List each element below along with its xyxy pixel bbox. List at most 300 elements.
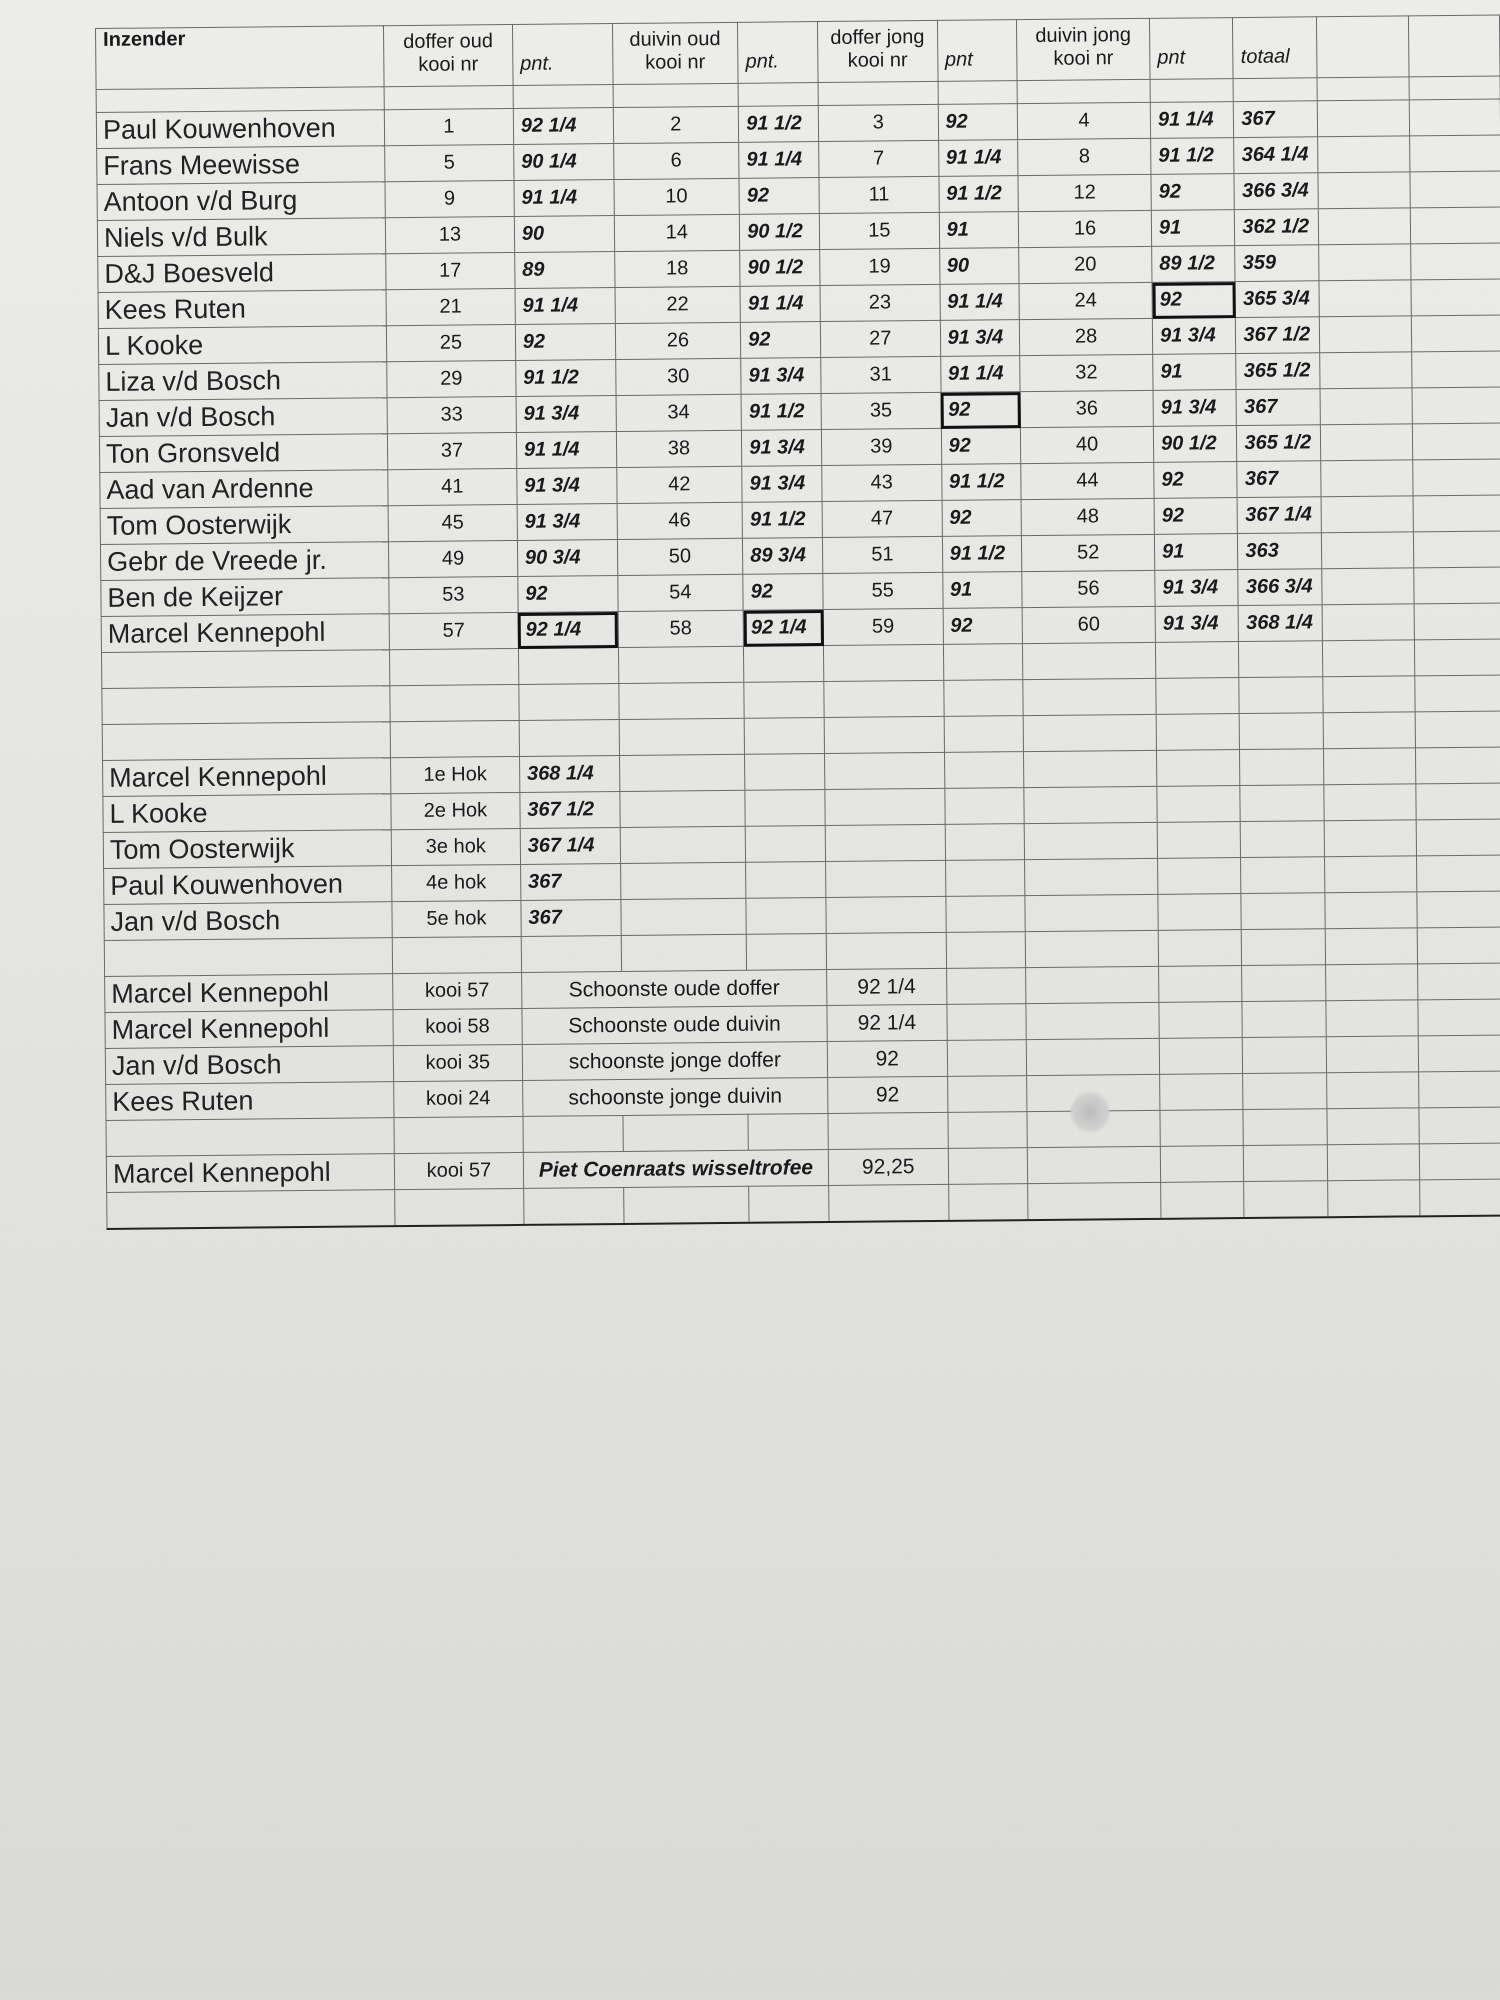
empty-cell — [1327, 1072, 1419, 1109]
empty-cell — [1417, 927, 1500, 964]
empty-cell — [1242, 929, 1326, 966]
empty-cell — [1414, 639, 1500, 676]
kooi-number: 4 — [1017, 102, 1150, 139]
kooi-number: 1 — [384, 108, 513, 145]
kooi-number: 16 — [1018, 210, 1151, 247]
empty-cell — [620, 898, 746, 935]
empty-cell — [1418, 1035, 1500, 1072]
empty-cell — [826, 932, 946, 969]
empty-cell — [1023, 678, 1156, 715]
empty-cell — [944, 788, 1024, 825]
empty-cell — [523, 1187, 623, 1224]
empty-cell — [392, 936, 521, 973]
empty-cell — [1023, 642, 1156, 679]
points: 92 — [741, 322, 821, 359]
empty-cell — [745, 826, 825, 863]
kooi-number: 53 — [389, 576, 518, 613]
kooi-number: 21 — [386, 288, 515, 325]
inzender-name: Gebr de Vreede jr. — [100, 542, 388, 581]
points: 92 — [1154, 462, 1238, 499]
empty-cell — [1419, 1143, 1500, 1180]
points: 91 1/2 — [942, 536, 1022, 573]
points: 92 1/4 — [513, 108, 613, 145]
points: 91 — [939, 212, 1019, 249]
empty-cell — [1028, 1182, 1161, 1220]
points: 90 1/2 — [740, 214, 820, 251]
empty-cell — [106, 1118, 394, 1157]
inzender-name: Liza v/d Bosch — [99, 362, 387, 401]
kooi-number: 8 — [1018, 138, 1151, 175]
kooi-number: 45 — [388, 504, 517, 541]
empty-cell — [1322, 568, 1414, 605]
points: 91 3/4 — [1153, 390, 1237, 427]
empty-cell — [1320, 316, 1412, 353]
kooi-number: 26 — [615, 322, 741, 359]
kooi-number: 48 — [1021, 498, 1154, 535]
kooi-number: 57 — [389, 612, 518, 649]
kooi-number: 35 — [821, 392, 941, 429]
empty-cell — [101, 650, 389, 689]
empty-cell — [946, 968, 1026, 1005]
empty-cell — [1318, 172, 1410, 209]
inzender-name: Antoon v/d Burg — [97, 182, 385, 221]
empty-cell — [944, 752, 1024, 789]
kooi-number: 14 — [614, 214, 740, 251]
empty-cell — [828, 1112, 948, 1149]
empty-cell — [1242, 1001, 1326, 1038]
empty-cell — [947, 1076, 1027, 1113]
empty-cell — [1412, 423, 1500, 460]
ranking-score: 367 — [521, 899, 621, 936]
empty-cell — [1025, 858, 1158, 895]
points: 92 — [739, 178, 819, 215]
empty-cell — [1158, 894, 1242, 931]
points: 92 — [942, 500, 1022, 537]
empty-cell — [1327, 1036, 1419, 1073]
kooi-number: 11 — [819, 176, 939, 213]
empty-cell — [1158, 858, 1242, 895]
points: 92 — [943, 608, 1023, 645]
empty-cell — [829, 1184, 949, 1222]
points: 90 3/4 — [517, 540, 617, 577]
empty-cell — [1319, 244, 1411, 281]
pnt-header: pnt. — [513, 52, 613, 85]
points: 90 — [514, 216, 614, 253]
kooi-number: 39 — [821, 428, 941, 465]
points: 92 — [1154, 498, 1238, 535]
empty-cell — [1023, 714, 1156, 751]
points: 91 1/4 — [514, 180, 614, 217]
points: 92 1/4 — [743, 610, 823, 647]
empty-cell — [749, 1186, 829, 1223]
empty-cell — [1416, 855, 1500, 892]
empty-cell — [1409, 135, 1500, 172]
ranking-score: 367 1/2 — [520, 792, 620, 829]
empty-cell — [1324, 748, 1416, 785]
points: 91 3/4 — [517, 504, 617, 541]
inzender-name: Niels v/d Bulk — [97, 218, 385, 257]
ranking-place: 5e hok — [392, 900, 521, 937]
kooi-number: 20 — [1019, 246, 1152, 283]
points: 91 1/2 — [939, 176, 1019, 213]
empty-cell — [1157, 786, 1241, 823]
ranking-score: 368 1/4 — [519, 756, 619, 793]
totaal-header: totaal — [1233, 45, 1317, 78]
empty-cell — [623, 1186, 749, 1224]
empty-cell — [1318, 100, 1410, 137]
total-points: 362 1/2 — [1235, 209, 1319, 246]
empty-cell — [946, 932, 1026, 969]
ranking-place: 4e hok — [392, 864, 521, 901]
kooi-nr-header: kooi nr — [612, 51, 738, 85]
points: 91 3/4 — [741, 358, 821, 395]
empty-cell — [947, 1112, 1027, 1149]
inzender-name: Jan v/d Bosch — [99, 398, 387, 437]
points: 89 1/2 — [1152, 246, 1236, 283]
empty-cell — [1414, 603, 1500, 640]
empty-cell — [523, 1115, 623, 1152]
empty-cell — [746, 898, 826, 935]
kooi-nr-header: kooi nr — [384, 53, 513, 87]
points: 91 1/4 — [516, 432, 616, 469]
empty-cell — [618, 646, 744, 683]
empty-cell — [746, 862, 826, 899]
inzender-name: Paul Kouwenhoven — [96, 110, 384, 149]
empty-cell — [1325, 892, 1417, 929]
points: 91 — [1154, 534, 1238, 571]
empty-cell — [102, 686, 390, 725]
empty-cell — [1318, 136, 1410, 173]
empty-cell — [519, 684, 619, 721]
inzender-name: Aad van Ardenne — [100, 470, 388, 509]
empty-cell — [1414, 675, 1500, 712]
kooi-number: 23 — [820, 284, 940, 321]
award-score: 92 — [827, 1040, 947, 1077]
empty-cell — [943, 644, 1023, 681]
empty-cell — [104, 938, 392, 977]
award-score: 92 — [828, 1076, 948, 1113]
empty-cell — [1413, 531, 1500, 568]
empty-cell — [1319, 280, 1411, 317]
award-kooi: kooi 57 — [393, 972, 522, 1009]
points: 91 1/4 — [940, 284, 1020, 321]
total-points: 365 3/4 — [1235, 281, 1319, 318]
kooi-number: 31 — [821, 356, 941, 393]
points: 91 1/2 — [1151, 138, 1235, 175]
empty-cell — [1416, 891, 1500, 928]
award-title: schoonste jonge doffer — [522, 1042, 828, 1081]
empty-cell — [1326, 964, 1418, 1001]
empty-cell — [1410, 171, 1500, 208]
empty-cell — [1419, 1107, 1500, 1144]
points: 91 1/4 — [515, 288, 615, 325]
points: 91 3/4 — [516, 396, 616, 433]
ranking-place: 3e hok — [391, 828, 520, 865]
points: 91 1/4 — [938, 140, 1018, 177]
kooi-number: 3 — [818, 104, 938, 141]
empty-cell — [1412, 387, 1500, 424]
score-sheet — [95, 15, 1500, 1328]
points: 91 1/4 — [740, 286, 820, 323]
empty-cell — [1158, 930, 1242, 967]
award-name: Marcel Kennepohl — [105, 1010, 393, 1049]
empty-cell — [1323, 712, 1415, 749]
empty-cell — [619, 754, 745, 791]
empty-cell — [1321, 460, 1413, 497]
kooi-number: 2 — [613, 106, 739, 143]
kooi-number: 24 — [1019, 282, 1152, 319]
empty-cell — [1242, 965, 1326, 1002]
group-header-doffer-oud: doffer oud — [383, 24, 512, 54]
empty-cell — [948, 1148, 1028, 1185]
points: 91 3/4 — [1155, 606, 1239, 643]
ranking-name: Paul Kouwenhoven — [104, 866, 392, 905]
empty-cell — [1321, 496, 1413, 533]
empty-cell — [824, 680, 944, 717]
empty-cell — [945, 824, 1025, 861]
points: 91 1/2 — [941, 464, 1021, 501]
inzender-name: L Kooke — [98, 326, 386, 365]
points: 91 1/2 — [738, 106, 818, 143]
trophy-kooi: kooi 57 — [394, 1152, 523, 1189]
empty-cell — [1159, 1038, 1243, 1075]
kooi-number: 15 — [819, 212, 939, 249]
inzender-name: D&J Boesveld — [98, 254, 386, 293]
empty-cell — [1419, 1179, 1500, 1216]
award-score: 92 1/4 — [827, 1004, 947, 1041]
empty-cell — [1024, 786, 1157, 823]
total-points: 368 1/4 — [1239, 605, 1323, 642]
empty-cell — [1322, 604, 1414, 641]
kooi-number: 43 — [822, 464, 942, 501]
ranking-name: Marcel Kennepohl — [103, 758, 391, 797]
empty-cell — [1413, 495, 1500, 532]
points: 90 — [939, 248, 1019, 285]
kooi-number: 60 — [1022, 606, 1155, 643]
inzender-header: Inzender — [96, 26, 385, 90]
empty-cell — [620, 826, 746, 863]
ink-smudge — [1070, 1090, 1110, 1134]
kooi-number: 6 — [613, 142, 739, 179]
empty-cell — [1409, 99, 1500, 136]
total-points: 367 — [1236, 389, 1320, 426]
ranking-score: 367 1/4 — [520, 827, 620, 864]
empty-cell — [519, 720, 619, 757]
empty-cell — [1243, 1073, 1327, 1110]
points: 91 1/4 — [1150, 102, 1234, 139]
trophy-winner: Marcel Kennepohl — [106, 1154, 394, 1193]
award-kooi: kooi 35 — [393, 1044, 522, 1081]
points: 89 3/4 — [743, 538, 823, 575]
empty-cell — [945, 896, 1025, 933]
total-points: 367 1/2 — [1236, 317, 1320, 354]
empty-cell — [1244, 1181, 1328, 1218]
points: 92 — [941, 392, 1021, 429]
total-points: 365 1/2 — [1236, 353, 1320, 390]
empty-cell — [746, 934, 826, 971]
empty-cell — [1026, 1002, 1159, 1039]
empty-cell — [744, 682, 824, 719]
kooi-number: 17 — [386, 252, 515, 289]
ranking-place: 2e Hok — [391, 792, 520, 829]
points: 91 — [942, 572, 1022, 609]
group-header-doffer-jong: doffer jong — [818, 20, 938, 50]
empty-cell — [1244, 1145, 1328, 1182]
inzender-name: Ben de Keijzer — [101, 578, 389, 617]
empty-cell — [1320, 388, 1412, 425]
empty-cell — [1026, 1038, 1159, 1075]
kooi-number: 58 — [618, 610, 744, 647]
total-points: 364 1/4 — [1234, 137, 1318, 174]
empty-cell — [1025, 894, 1158, 931]
kooi-number: 54 — [617, 574, 743, 611]
award-name: Kees Ruten — [106, 1082, 394, 1121]
points: 91 — [1153, 354, 1237, 391]
award-kooi: kooi 24 — [394, 1080, 523, 1117]
points: 91 3/4 — [1152, 318, 1236, 355]
empty-cell — [1324, 820, 1416, 857]
empty-cell — [521, 935, 621, 972]
empty-cell — [390, 720, 519, 757]
kooi-number: 13 — [385, 216, 514, 253]
points: 91 1/4 — [940, 356, 1020, 393]
kooi-number: 25 — [386, 324, 515, 361]
empty-cell — [1324, 784, 1416, 821]
kooi-number: 41 — [388, 468, 517, 505]
points: 91 1/2 — [741, 394, 821, 431]
empty-cell — [1239, 677, 1323, 714]
empty-cell — [1026, 966, 1159, 1003]
kooi-number: 59 — [823, 608, 943, 645]
award-name: Jan v/d Bosch — [105, 1046, 393, 1085]
empty-cell — [1322, 532, 1414, 569]
empty-cell — [395, 1188, 524, 1226]
empty-cell — [1025, 930, 1158, 967]
kooi-number: 50 — [617, 538, 743, 575]
kooi-number: 22 — [615, 286, 741, 323]
empty-cell — [1156, 678, 1240, 715]
empty-cell — [1328, 1144, 1420, 1181]
empty-cell — [1415, 783, 1500, 820]
empty-cell — [620, 862, 746, 899]
kooi-number: 10 — [614, 178, 740, 215]
empty-cell — [1323, 640, 1415, 677]
empty-cell — [1412, 459, 1500, 496]
empty-cell — [1418, 1071, 1500, 1108]
empty-cell — [622, 1114, 748, 1151]
kooi-number: 9 — [385, 180, 514, 217]
group-header-duivin-jong: duivin jong — [1017, 18, 1150, 48]
points: 92 — [743, 574, 823, 611]
points: 90 1/2 — [740, 250, 820, 287]
empty-cell — [1241, 893, 1325, 930]
award-kooi: kooi 58 — [393, 1008, 522, 1045]
results-table — [95, 15, 1500, 1230]
total-points: 367 — [1237, 461, 1321, 498]
total-points: 366 3/4 — [1238, 569, 1322, 606]
empty-cell — [1415, 711, 1500, 748]
empty-cell — [1415, 747, 1500, 784]
points: 92 — [1152, 282, 1236, 319]
empty-cell — [1325, 928, 1417, 965]
kooi-number: 32 — [1020, 354, 1153, 391]
award-name: Marcel Kennepohl — [105, 974, 393, 1013]
award-score: 92 1/4 — [827, 968, 947, 1005]
empty-cell — [1159, 1002, 1243, 1039]
pnt-header: pnt — [937, 48, 1017, 81]
empty-cell — [825, 824, 945, 861]
empty-cell — [394, 1116, 523, 1153]
kooi-number: 38 — [616, 430, 742, 467]
empty-cell — [619, 718, 745, 755]
kooi-number: 19 — [820, 248, 940, 285]
empty-cell — [1325, 856, 1417, 893]
empty-cell — [825, 752, 945, 789]
award-title: schoonste jonge duivin — [522, 1078, 828, 1117]
empty-cell — [1161, 1182, 1245, 1219]
empty-cell — [745, 754, 825, 791]
empty-cell — [1157, 750, 1241, 787]
points: 92 — [941, 428, 1021, 465]
points: 91 1/2 — [516, 360, 616, 397]
empty-cell — [1411, 315, 1500, 352]
empty-cell — [1160, 1146, 1244, 1183]
ranking-name: Jan v/d Bosch — [104, 902, 392, 941]
points: 89 — [515, 252, 615, 289]
kooi-number: 30 — [615, 358, 741, 395]
kooi-number: 47 — [822, 500, 942, 537]
pnt-header: pnt. — [738, 50, 818, 83]
empty-cell — [946, 1004, 1026, 1041]
total-points: 367 1/4 — [1237, 497, 1321, 534]
kooi-number: 34 — [616, 394, 742, 431]
empty-cell — [824, 644, 944, 681]
empty-cell — [748, 1114, 828, 1151]
points: 90 1/2 — [1153, 426, 1237, 463]
points: 91 3/4 — [1155, 570, 1239, 607]
trophy-title: Piet Coenraats wisseltrofee — [523, 1150, 829, 1189]
ranking-name: Tom Oosterwijk — [103, 830, 391, 869]
total-points: 359 — [1235, 245, 1319, 282]
empty-cell — [1156, 714, 1240, 751]
points: 91 3/4 — [940, 320, 1020, 357]
kooi-number: 52 — [1022, 534, 1155, 571]
kooi-number: 18 — [614, 250, 740, 287]
empty-cell — [1160, 1074, 1244, 1111]
empty-cell — [1241, 821, 1325, 858]
kooi-number: 55 — [823, 572, 943, 609]
empty-cell — [947, 1040, 1027, 1077]
empty-cell — [826, 860, 946, 897]
empty-cell — [1243, 1037, 1327, 1074]
empty-cell — [1159, 966, 1243, 1003]
kooi-number: 28 — [1019, 318, 1152, 355]
empty-cell — [1239, 641, 1323, 678]
points: 92 — [1151, 174, 1235, 211]
empty-cell — [390, 684, 519, 721]
total-points: 363 — [1238, 533, 1322, 570]
kooi-number: 49 — [388, 540, 517, 577]
kooi-number: 51 — [822, 536, 942, 573]
inzender-name: Marcel Kennepohl — [101, 614, 389, 653]
empty-cell — [1243, 1109, 1327, 1146]
empty-cell — [1410, 243, 1500, 280]
kooi-number: 5 — [385, 144, 514, 181]
points: 92 — [515, 324, 615, 361]
empty-cell — [1240, 785, 1324, 822]
empty-cell — [1327, 1108, 1419, 1145]
empty-cell — [744, 718, 824, 755]
